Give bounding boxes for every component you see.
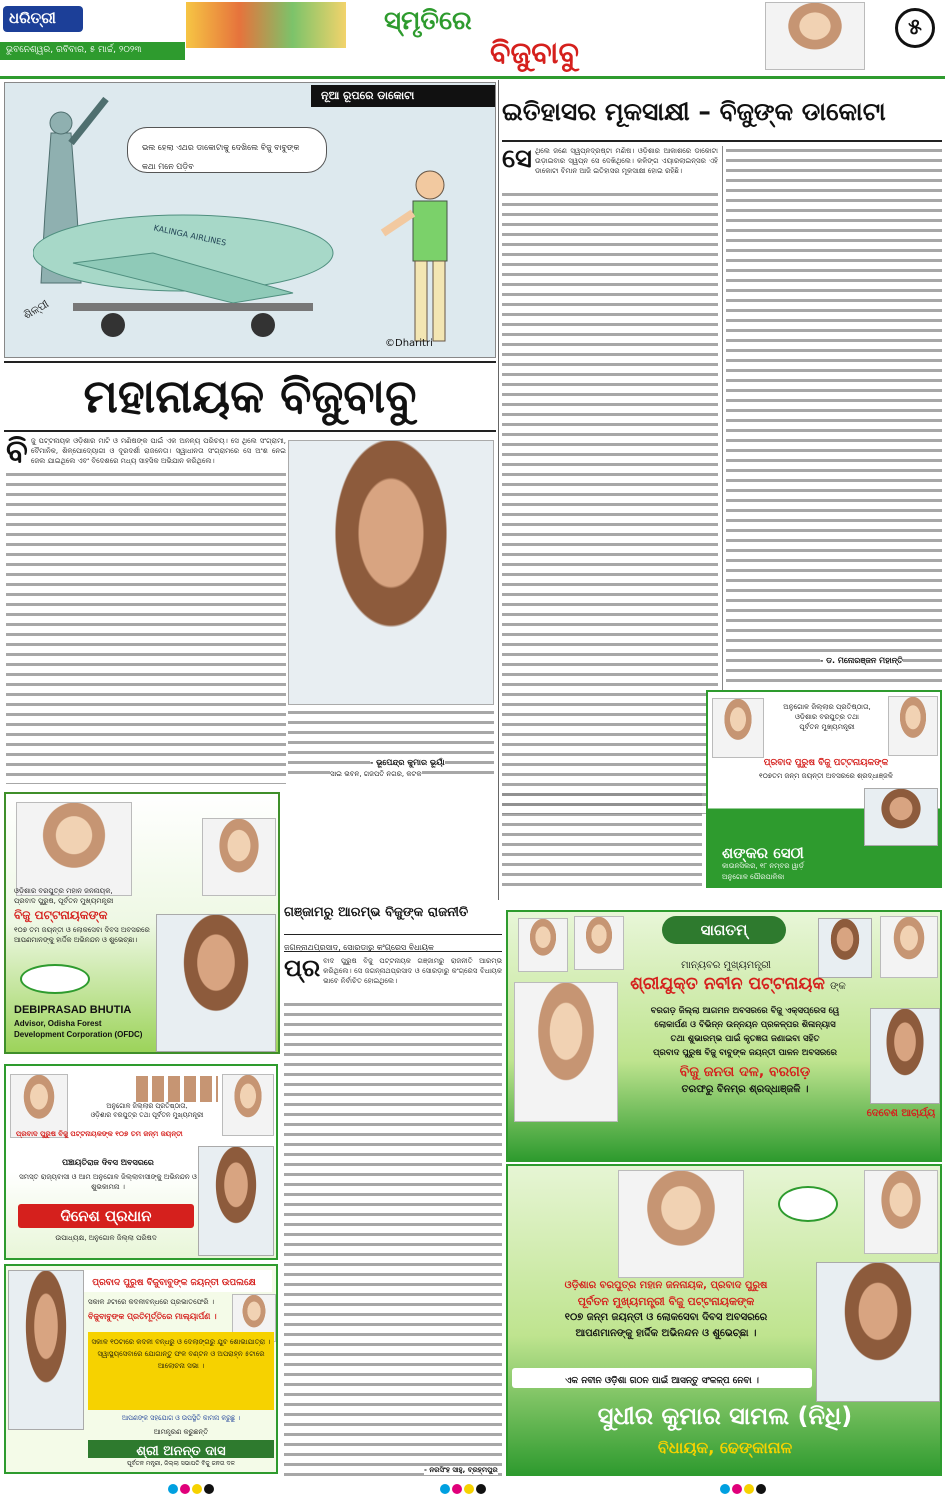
lead-body-lines (6, 470, 286, 784)
ad-shankar-role: କାଉନସିଲର, ୧୮ ନମ୍ବର ୱାର୍ଡ଼ (722, 862, 804, 870)
ad-debiprasad-greeting: ଆପଣମାନଙ୍କୁ ହାର୍ଦ୍ଦିକ ଅଭିନନ୍ଦନ ଓ ଶୁଭେଚ୍ଛା। (14, 936, 138, 944)
ad-ananta-role: ପୂର୍ବତନ ମନ୍ତ୍ରୀ, ଜିଲ୍ଲା ସଭାପତି ବିଜୁ ଜନତା ଦଳ (126, 1460, 236, 1467)
cartoon (4, 82, 496, 358)
history-author: - ଡ. ମନୋରଞ୍ଜନ ମହାନ୍ତି (820, 656, 903, 665)
reg-mark-cyan-3 (720, 1484, 730, 1494)
reg-mark-black-2 (476, 1484, 486, 1494)
ad-dinesh-biju-photo (10, 1074, 68, 1138)
ad-swagatam-person-photo (870, 1008, 940, 1104)
masthead-rule (0, 76, 945, 79)
history-col1-lines (502, 190, 718, 814)
cartoon-credit: ©Dharitri (385, 338, 433, 349)
history-col1-continued (502, 790, 702, 886)
reg-mark-cyan-2 (440, 1484, 450, 1494)
history-dropcap: ସେ (502, 146, 532, 174)
ad-dinesh-occasion: ପଞ୍ଚାୟତିରାଜ ଦିବସ ଅବସରରେ (62, 1158, 154, 1167)
ad-debiprasad-occasion: ୧୦୭ ତମ ଜୟନ୍ତୀ ଓ ଲୋକସେବା ଦିବସ ଅବସରରେ (14, 926, 150, 934)
ad-swagatam-text2: ଲୋକାର୍ପଣ ଓ ବିଭିନ୍ନ ଉନ୍ନୟନ ପ୍ରକଳ୍ପର ଶିଳାନ୍ୟାସ (654, 1020, 836, 1030)
politics-byline: - ନରସିଂହ ସାହୁ, ବ୍ରହ୍ମପୁର (424, 1466, 498, 1474)
ad-ananta-line3: ସକାଳ ୧୦ଟାରେ କଦଳୀ ବନ୍ଧରୁ ଓ ଦେଲାଙ୍ଗରୁ ଯୁବ ଶୋଭାଯାତ୍ରା । (91, 1338, 271, 1346)
ad-swagatam-photo2 (574, 916, 624, 970)
ad-shankar (706, 690, 942, 888)
reg-mark-yellow-1 (192, 1484, 202, 1494)
reg-mark-magenta-3 (732, 1484, 742, 1494)
politics-body-lines (284, 1000, 502, 1476)
politics-subhead-text: ଜଗନ୍ନାଥପ୍ରସାଦ, ସୋରଡ଼ାରୁ କଂଗ୍ରେସ ବିଧାୟକ (284, 943, 434, 952)
ad-dinesh-name-line: ପ୍ରବାଦ ପୁରୁଷ ବିଜୁ ପଟ୍ଟନାୟକଙ୍କ ୧୦୭ ତମ ଜନ୍ମ ଜୟନ୍ତୀ (16, 1130, 183, 1138)
ad-swagatam-banner-text: ସାଗତମ୍ (700, 921, 748, 939)
cartoon-label (311, 85, 495, 107)
ad-dinesh-naveen-photo (222, 1074, 274, 1136)
ad-shankar-line2: ଓଡ଼ିଶାର ବରପୁତ୍ର ତଥା (794, 713, 859, 721)
footer-registration (0, 1480, 945, 1498)
ad-dinesh-group-photos (136, 1076, 218, 1102)
ad-dinesh-line1: ଅନୁଗୋଳ ଜିଲ୍ଲାର ପ୍ରତିଷ୍ଠାତା, (106, 1102, 188, 1110)
ad-dinesh (4, 1064, 278, 1260)
ad-ananta-program (88, 1332, 274, 1410)
ad-shankar-line1: ଅନୁଗୋଳ ଜିଲ୍ଲାର ପ୍ରତିଷ୍ଠାତା, (783, 703, 871, 711)
ad-sudhir-conch-logo (778, 1186, 838, 1222)
ad-sudhir-person-photo (816, 1262, 940, 1402)
festival-collage (186, 2, 346, 48)
lead-headline-text: ମହାନାୟକ ବିଜୁବାବୁ (83, 369, 417, 423)
ad-sudhir-person: ସୁଧୀର କୁମାର ସାମଲ (ନିଧି) (597, 1402, 853, 1430)
ad-shankar-text (768, 702, 886, 732)
ad-debiprasad-person: DEBIPRASAD BHUTIA (14, 1004, 132, 1016)
lead-headline (4, 364, 496, 428)
lead-address: ସାଇ ଭବନ, ଗଜପତି ନଗର, କଟକ (330, 770, 422, 778)
ad-dinesh-line2: ଓଡ଼ିଶାର ବରପୁତ୍ର ତଥା ପୂର୍ବତନ ମୁଖ୍ୟମନ୍ତ୍ରୀ (90, 1111, 204, 1119)
title-part1: ସ୍ମୃତିରେ (384, 6, 472, 36)
ad-dinesh-person: ଦିନେଶ ପ୍ରଧାନ (60, 1207, 152, 1225)
ad-ananta-person: ଶ୍ରୀ ଅନନ୍ତ ଦାସ (136, 1444, 226, 1458)
lead-dropcap: ବି (6, 436, 28, 470)
ad-shankar-biju-photo (712, 698, 764, 758)
ad-shankar-place: ଅନୁଗୋଳ ପୌରପାଳିକା (722, 873, 785, 881)
ad-ananta-line4: ସ୍ୱାସ୍ଥ୍ୟସେବାରେ ଯୋଗାନ୍ତୁ ଫଳ ବଣ୍ଟନ ଓ ଅପରାହ୍ନ ୫ଟାରେ ଆଲୋଚନା ସଭା । (97, 1350, 265, 1370)
lead-byline: - ଭୂପେନ୍ଦ୍ର କୁମାର ଭୂୟାଁ (370, 758, 445, 767)
politics-dropcap: ପ୍ର (284, 956, 321, 982)
ad-sudhir-slogan: ଏକ ନବୀନ ଓଡ଼ିଶା ଗଠନ ପାଇଁ ଆସନ୍ତୁ ସଂକଳ୍ପ ନେବା । (565, 1376, 759, 1386)
airplane-drawing (33, 193, 343, 343)
ad-ananta (4, 1264, 278, 1474)
ad-swagatam-line1: ମାନ୍ୟବର ମୁଖ୍ୟମନ୍ତ୍ରୀ (681, 960, 771, 971)
history-col2 (726, 146, 942, 686)
ad-debiprasad-line2: ପ୍ରବାଦ ପୁରୁଷ, ପୂର୍ବତନ ମୁଖ୍ୟମନ୍ତ୍ରୀ (14, 897, 114, 905)
column-divider-1 (498, 80, 499, 900)
title-banner (352, 4, 718, 74)
ad-swagatam-name: ଶ୍ରୀଯୁକ୍ତ ନବୀନ ପଟ୍ଟନାୟକ (630, 974, 825, 994)
history-headline-text: ଇତିହାସର ମୂକସାକ୍ଷୀ – ବିଜୁଙ୍କ ଡାକୋଟା (502, 97, 886, 126)
ad-ananta-line5: ଆପଣଙ୍କ ସହଯୋଗ ଓ ଉପସ୍ଥିତି କାମନା କରୁଛୁ । (121, 1414, 241, 1422)
ad-ananta-line1: ସକାଳ ୬ଟାରେ କଦଳୀବନ୍ଧରେ ପ୍ରଭାତଫେରି । (88, 1298, 214, 1306)
ad-sudhir (506, 1164, 942, 1476)
ad-sudhir-text (516, 1278, 816, 1342)
ad-dinesh-greeting: ସମସ୍ତ ରାଜ୍ୟବାସୀ ଓ ଆମ ଅନୁଗୋଳ ଜିଲ୍ଲାବାସୀଙ୍କୁ ଅଭିନନ୍ଦନ ଓ ଶୁଭକାମନା । (19, 1173, 197, 1191)
page-number-circle (895, 8, 935, 48)
plane-text: KALINGA AIRLINES (152, 223, 228, 248)
cartoon-label-text: ନୂଆ ରୂପରେ ଡାକୋଟା (321, 89, 415, 102)
ad-swagatam-text3: ତଥା ଶୁଭାରମ୍ଭ ପାଇଁ କୃତଜ୍ଞତା ଜଣାଇବା ସହିତ (670, 1034, 820, 1044)
ad-shankar-naveen-photo (888, 696, 938, 756)
logo-text: ଧରିତ୍ରୀ (9, 9, 56, 27)
ad-debiprasad-line1: ଓଡ଼ିଶାର ବରପୁତ୍ର ମହାନ ଜନନାୟକ, (14, 887, 113, 895)
airplane (33, 193, 343, 343)
reg-mark-magenta-1 (180, 1484, 190, 1494)
ad-ananta-person-photo (8, 1270, 84, 1430)
ad-swagatam-text (620, 1004, 870, 1060)
ad-sudhir-naveen-photo (864, 1170, 938, 1254)
ad-swagatam-photo3 (818, 918, 872, 978)
ad-swagatam-text1: ବରଗଡ଼ ଜିଲ୍ଲା ଆଗମନ ଅବସରରେ ବିଜୁ ଏକ୍ସପ୍ରେସ ୱେ (650, 1006, 840, 1016)
headline-bottom-rule (4, 430, 496, 432)
history-headline (502, 86, 942, 138)
bijubabu-photo (288, 440, 494, 705)
ad-swagatam (506, 910, 942, 1162)
ad-shankar-name-line: ପ୍ରବାଦ ପୁରୁଷ ବିଜୁ ପଟ୍ଟନାୟକଙ୍କ (763, 758, 889, 768)
ad-debiprasad-biju-name: ବିଜୁ ପଟ୍ଟନାୟକଙ୍କ (14, 908, 108, 922)
ad-sudhir-line3: ୧୦୭ ଜନ୍ମ ଜୟନ୍ତୀ ଓ ଲୋକସେବା ଦିବସ ଅବସରରେ (564, 1312, 768, 1323)
ad-shankar-person: ଶଙ୍କର ସେଠୀ (722, 844, 804, 862)
reg-mark-yellow-2 (464, 1484, 474, 1494)
ad-swagatam-name-block (608, 974, 868, 994)
ad-swagatam-text4: ପ୍ରବାଦ ପୁରୁଷ ବିଜୁ ବାବୁଙ୍କ ଜୟନ୍ତୀ ପାଳନ ଅବସରରେ (653, 1048, 837, 1058)
ad-ananta-sign: ଆମନ୍ତ୍ରଣ କରୁଛନ୍ତି (153, 1428, 209, 1436)
bijubabu-portrait-masthead (765, 2, 865, 70)
speech-bubble (127, 127, 327, 173)
ad-sudhir-line2: ପୂର୍ବତନ ମୁଖ୍ୟମନ୍ତ୍ରୀ ବିଜୁ ପଟ୍ଟନାୟକଙ୍କ (577, 1295, 755, 1308)
ad-dinesh-person-photo (198, 1146, 274, 1256)
ad-swagatam-person: ଦେବେଶ ଆଚାର୍ଯ୍ୟ (866, 1108, 936, 1119)
ad-sudhir-biju-photo (618, 1170, 744, 1278)
ad-shankar-person-photo (864, 788, 938, 846)
ad-debiprasad (4, 792, 280, 1054)
reg-mark-yellow-3 (744, 1484, 754, 1494)
ad-debiprasad-role: Advisor, Odisha Forest Development Corporation (OFDC) (14, 1019, 143, 1039)
dateline-bar (0, 42, 185, 60)
reg-mark-cyan-1 (168, 1484, 178, 1494)
man-figure (375, 163, 475, 353)
history-body: ଥିଲେ ଜଣେ ସ୍ୱପ୍ନଦ୍ରଷ୍ଟା ମଣିଷ। ଓଡ଼ିଶାର ଆକାଶରେ ଡାକୋଟା ଉଡ଼ାଇବାର ସ୍ୱପ୍ନ ସେ ଦେଖିଥିଲେ। କଳିଙ୍ଗ ଏୟାରଲାଇନ୍ସର ଏହି ଡାକୋଟା ବିମାନ ଆଜି ଇତିହାସର ମୂକସାକ୍ଷୀ ହୋଇ ରହିଛି। (534, 147, 718, 176)
page-number: ୫ (908, 15, 922, 40)
ad-swagatam-banner (662, 916, 786, 944)
speech-bubble-text: ଭଲ ହେଲା ଏଥର ଡାକୋଟାକୁ ଦେଖିଲେ ବିଜୁ ବାବୁଙ୍କ କଥା ମନେ ପଡ଼ିବ (142, 143, 300, 171)
title-part2: ବିଜୁବାବୁ (490, 36, 579, 71)
dateline: ଭୁବନେଶ୍ୱର, ରବିବାର, ୫ ମାର୍ଚ୍ଚ, ୨୦୨୩ (6, 45, 142, 55)
ad-debiprasad-naveen-photo (202, 818, 276, 896)
history-rule (502, 140, 942, 142)
masthead (0, 0, 945, 74)
politics-subhead (284, 934, 502, 952)
ad-ananta-header-text: ପ୍ରବାଦ ପୁରୁଷ ବିଜୁବାବୁଙ୍କ ଜୟନ୍ତୀ ଉପଲକ୍ଷେ (92, 1278, 256, 1288)
lead-article-body: ଜୁ ପଟ୍ଟନାୟକ ଓଡ଼ିଶାର ମାଟି ଓ ମଣିଷଙ୍କ ପାଇଁ ଏକ ଅନନ୍ୟ ପରିଚୟ। ସେ ଥିଲେ ସଂଗ୍ରାମୀ, ବୈମାନିକ, ଶିଳ୍ପୋଦ୍ୟୋଗୀ ଓ ଦୂରଦର୍ଶୀ ରାଜନେତା। ସ୍ୱାଧୀନତା ସଂଗ୍ରାମରେ ସେ ଅଂଶ ନେଇ ଜେଲ ଯାଇଥିଲେ ଏବଂ ବିଦେଶରେ ମଧ୍ୟ ସାହସିକ ଅଭିଯାନ କରିଥିଲେ। (30, 437, 286, 466)
politics-body-text: ବାଦ ପୁରୁଷ ବିଜୁ ପଟ୍ଟନାୟକ ଗଞ୍ଜାମରୁ ରାଜନୀତି ଆରମ୍ଭ କରିଥିଲେ। ସେ ଜଗନ୍ନାଥପ୍ରସାଦ ଓ ସୋରଡ଼ାରୁ କଂଗ୍ରେସ ବିଧାୟକ ଭାବେ ନିର୍ବାଚିତ ହୋଇଥିଲେ। (323, 957, 502, 986)
ad-ananta-header (76, 1270, 272, 1292)
ad-sudhir-slogan-bar (512, 1368, 812, 1388)
ad-swagatam-suffix: ଙ୍କ (830, 981, 846, 992)
reg-mark-black-1 (204, 1484, 214, 1494)
ad-swagatam-naveen-photo (514, 982, 618, 1122)
ad-sudhir-line4: ଆପଣମାନଙ୍କୁ ହାର୍ଦ୍ଦିକ ଅଭିନନ୍ଦନ ଓ ଶୁଭେଚ୍ଛା । (575, 1328, 757, 1339)
ad-shankar-occasion: ୧୦୭ତମ ଜନ୍ମ ଜୟନ୍ତୀ ଅବସରରେ ଶ୍ରଦ୍ଧାଞ୍ଜଳି (759, 772, 893, 780)
ad-ananta-line2: ବିଜୁବାବୁଙ୍କ ପ୍ରତିମୂର୍ତ୍ତିରେ ମାଲ୍ୟାର୍ପଣ । (88, 1312, 217, 1321)
ad-swagatam-photo1 (518, 918, 568, 972)
ad-sudhir-line1: ଓଡ଼ିଶାର ବରପୁତ୍ର ମହାନ ଜନନାୟକ, ପ୍ରବାଦ ପୁରୁଷ (564, 1280, 768, 1291)
headline-top-rule (4, 361, 496, 363)
politics-body (284, 956, 502, 1476)
lead-article-col1 (6, 436, 286, 784)
ad-sudhir-role: ବିଧାୟକ, ଢେଙ୍କାନାଳ (657, 1438, 793, 1457)
ad-dinesh-role: ଉପାଧ୍ୟକ୍ଷ, ଅନୁଗୋଳ ଜିଲ୍ଲା ପରିଷଦ (55, 1234, 157, 1242)
man-drawing (375, 163, 475, 353)
ad-dinesh-text (72, 1102, 222, 1120)
logo (3, 6, 83, 32)
ad-swagatam-tribute: ତରଫରୁ ବିନମ୍ର ଶ୍ରଦ୍ଧାଞ୍ଜଳି । (681, 1084, 809, 1095)
ad-ananta-name-bar (88, 1440, 274, 1458)
ad-shankar-line3: ପୂର୍ବତନ ମୁଖ୍ୟମନ୍ତ୍ରୀ (799, 723, 855, 731)
reg-mark-black-3 (756, 1484, 766, 1494)
politics-headline-text: ଗଞ୍ଜାମରୁ ଆରମ୍ଭ ବିଜୁଙ୍କ ରାଜନୀତି (284, 905, 469, 920)
ad-debiprasad-person-photo (156, 914, 276, 1052)
reg-mark-magenta-2 (452, 1484, 462, 1494)
cartoonist-signature: ଶିଳ୍ପୀ (21, 297, 51, 322)
ad-swagatam-photo4 (880, 916, 938, 978)
ad-dinesh-name-bar (18, 1204, 194, 1228)
ad-debiprasad-biju-photo (16, 802, 132, 896)
politics-headline (284, 896, 502, 930)
history-col1 (502, 146, 718, 814)
bjd-logo (20, 964, 90, 994)
ad-swagatam-org: ବିଜୁ ଜନତା ଦଳ, ବରଗଡ଼ (679, 1064, 811, 1080)
